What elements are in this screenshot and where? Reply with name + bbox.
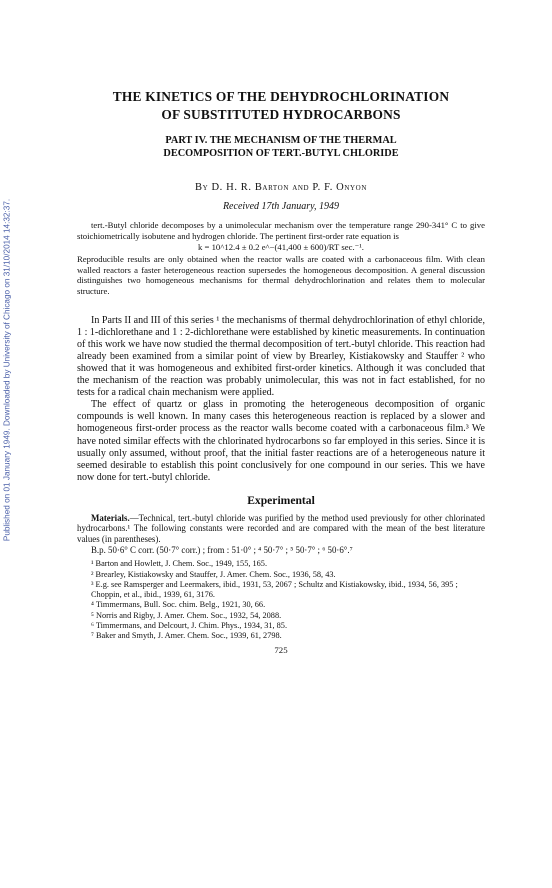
paper-page [77,88,485,655]
page-number: 725 [274,644,288,655]
abstract-para-2: Reproducible results are only obtained when the reactor walls are coated with a carbonaceous film. With clean walled reactors a faster heterogeneous reaction supersedes the homogeneous decomposition. A general discussion distinguishes two homogeneous mechanisms for thermal dehydrochlorination and relates them to molecular structure. [77,254,485,296]
materials-label: Materials. [91,512,130,523]
footnote: ³ E.g. see Ramsperger and Leermakers, ibid., 1931, 53, 2067 ; Schultz and Kistiakowsky, ibid., 1934, 56, 395 ; Choppin, et al., ibid., 1939, 61, 3176. [91,579,458,600]
received-date: Received 17th January, 1949 [222,201,340,212]
materials-section [77,513,485,555]
materials-text: —Technical, tert.-butyl chloride was purified by the method used previously for other chlorinated hydrocarbons.¹ The following constants were recorded and are compared with the mean of the best literature values (in parentheses). [77,512,485,545]
section-heading-experimental: Experimental [247,493,315,507]
boiling-point-line: B.p. 50·6° C corr. (50·7° corr.) ; from : 51·0° ; ⁴ 50·7° ; ⁵ 50·7° ; ⁶ 50·6°.⁷ [91,544,353,555]
download-stamp-text: Published on 01 January 1949. Downloaded by University of Chicago on 31/10/2014 14:32:37. [2,198,12,542]
authors: By D. H. R. Barton and P. F. Onyon [195,182,367,193]
body-text [77,315,485,484]
footnote: ⁴ Timmermans, Bull. Soc. chim. Belg., 1921, 30, 66. [91,600,266,610]
title-line-2: OF SUBSTITUTED HYDROCARBONS [161,107,401,122]
body-para-2: The effect of quartz or glass in promoting the heterogeneous decomposition of organic compounds is well known. In many cases this heterogeneous reaction is replaced by a slower and homogeneous first-order process as the reactor walls become coated with a carbonaceous film.³ We have noted similar effects with the chlorinated hydrocarbons so far employed in this series. Since it is usually only assumed, without proof, that the initial faster reactions are of a heterogeneous nature it seemed desirable to establish this point conclusively for one compound in our series. This we have now done for tert.-butyl chloride. [77,399,485,483]
part-heading-1: PART IV. THE MECHANISM OF THE THERMAL [165,135,397,146]
abstract [77,220,485,297]
part-heading-2: DECOMPOSITION OF TERT.-BUTYL CHLORIDE [163,148,399,159]
download-stamp [0,90,18,650]
footnote: ⁵ Norris and Rigby, J. Amer. Chem. Soc., 1932, 54, 2088. [91,610,282,620]
title-line-1: THE KINETICS OF THE DEHYDROCHLORINATION [112,89,450,104]
footnotes [77,559,485,641]
rate-equation: k = 10^12.4 ± 0.2 e^−(41,400 ± 600)/RT sec.⁻¹. [198,242,364,253]
abstract-para-1: tert.-Butyl chloride decomposes by a unimolecular mechanism over the temperature range 290-341° C to give stoichiometrically isobutene and hydrogen chloride. The pertinent first-order rate equation is [77,220,485,241]
body-para-1: In Parts II and III of this series ¹ the mechanisms of thermal dehydrochlorination of ethyl chloride, 1 : 1-dichlorethane and 1 : 2-dichlorethane were established by kinetic measurements. In continuation of this work we have now studied the thermal decomposition of tert.-butyl chloride. This reaction had already been examined from a similar point of view by Brearley, Kistiakowsky and Stauffer ² who showed that it was homogeneous and exhibited first-order kinetics. Although it was concluded that the mechanism of the reaction was probably unimolecular, this was not in fact established, for no tests for a radical chain mechanism were applied. [77,314,485,399]
footnote: ⁷ Baker and Smyth, J. Amer. Chem. Soc., 1939, 61, 2798. [91,631,282,641]
footnote: ⁶ Timmermans, and Delcourt, J. Chim. Phys., 1934, 31, 85. [91,621,288,631]
footnote: ² Brearley, Kistiakowsky and Stauffer, J. Amer. Chem. Soc., 1936, 58, 43. [91,569,336,579]
footnote: ¹ Barton and Howlett, J. Chem. Soc., 1949, 155, 165. [91,559,268,569]
